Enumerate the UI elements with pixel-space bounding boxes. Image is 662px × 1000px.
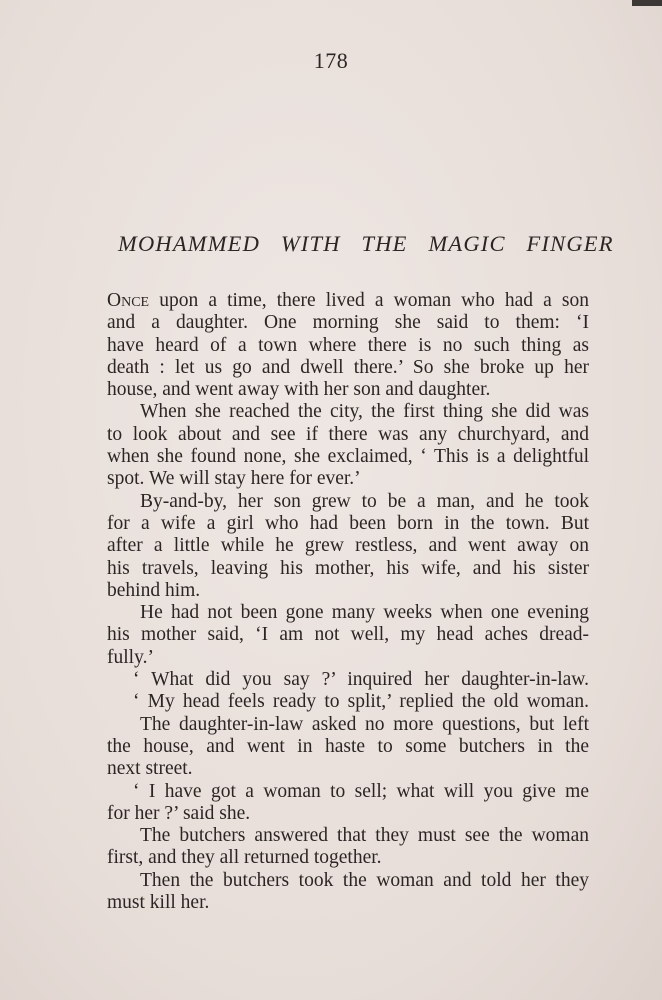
text-line: The daughter-in-law asked no more questions, but left xyxy=(140,713,589,735)
text-line: and a daughter. One morning she said to them: ‘I xyxy=(107,312,589,334)
text-line: spot. We will stay here for ever.’ xyxy=(107,468,361,490)
text-line: the house, and went in haste to some butchers in the xyxy=(107,735,589,757)
page-number: 178 xyxy=(313,48,349,73)
body-text xyxy=(107,290,589,914)
text-line: The butchers answered that they must see the woman xyxy=(140,825,589,847)
text-line: Then the butchers took the woman and told her they xyxy=(140,869,589,891)
text-line: his travels, leaving his mother, his wife, and his sister xyxy=(107,557,589,579)
text-line: He had not been gone many weeks when one evening xyxy=(140,602,589,624)
text-line: Once upon a time, there lived a woman who had a son xyxy=(107,290,589,311)
text-line: for her ?’ said she. xyxy=(107,802,251,824)
text-line: ‘ I have got a woman to sell; what will you give me xyxy=(133,780,589,802)
text-line: death : let us go and dwell there.’ So she broke up her xyxy=(107,356,589,378)
text-line: have heard of a town where there is no such thing as xyxy=(107,334,589,356)
text-line: ‘ My head feels ready to split,’ replied the old woman. xyxy=(133,691,589,713)
page-corner-mark xyxy=(632,0,662,6)
drop-word: Once xyxy=(107,290,150,311)
story-title: MOHAMMED WITH THE MAGIC FINGER xyxy=(118,231,614,256)
text-line: behind him. xyxy=(107,579,201,601)
text-line: fully.’ xyxy=(107,646,154,668)
text-line: his mother said, ‘I am not well, my head aches dread- xyxy=(107,624,589,646)
text-line: must kill her. xyxy=(107,892,210,914)
text-line: house, and went away with her son and daughter. xyxy=(107,379,491,401)
text-line: first, and they all returned together. xyxy=(107,847,382,869)
text-line: ‘ What did you say ?’ inquired her daughter-in-law. xyxy=(133,669,589,691)
text-line: next street. xyxy=(107,758,193,780)
text-line: for a wife a girl who had been born in the town. But xyxy=(107,512,589,534)
text-line: after a little while he grew restless, and went away on xyxy=(107,535,589,557)
text-line: to look about and see if there was any churchyard, and xyxy=(107,423,589,445)
text-line: By-and-by, her son grew to be a man, and he took xyxy=(140,490,589,512)
text-line: When she reached the city, the first thing she did was xyxy=(140,401,589,423)
text-line: when she found none, she exclaimed, ‘ This is a delightful xyxy=(107,446,589,468)
